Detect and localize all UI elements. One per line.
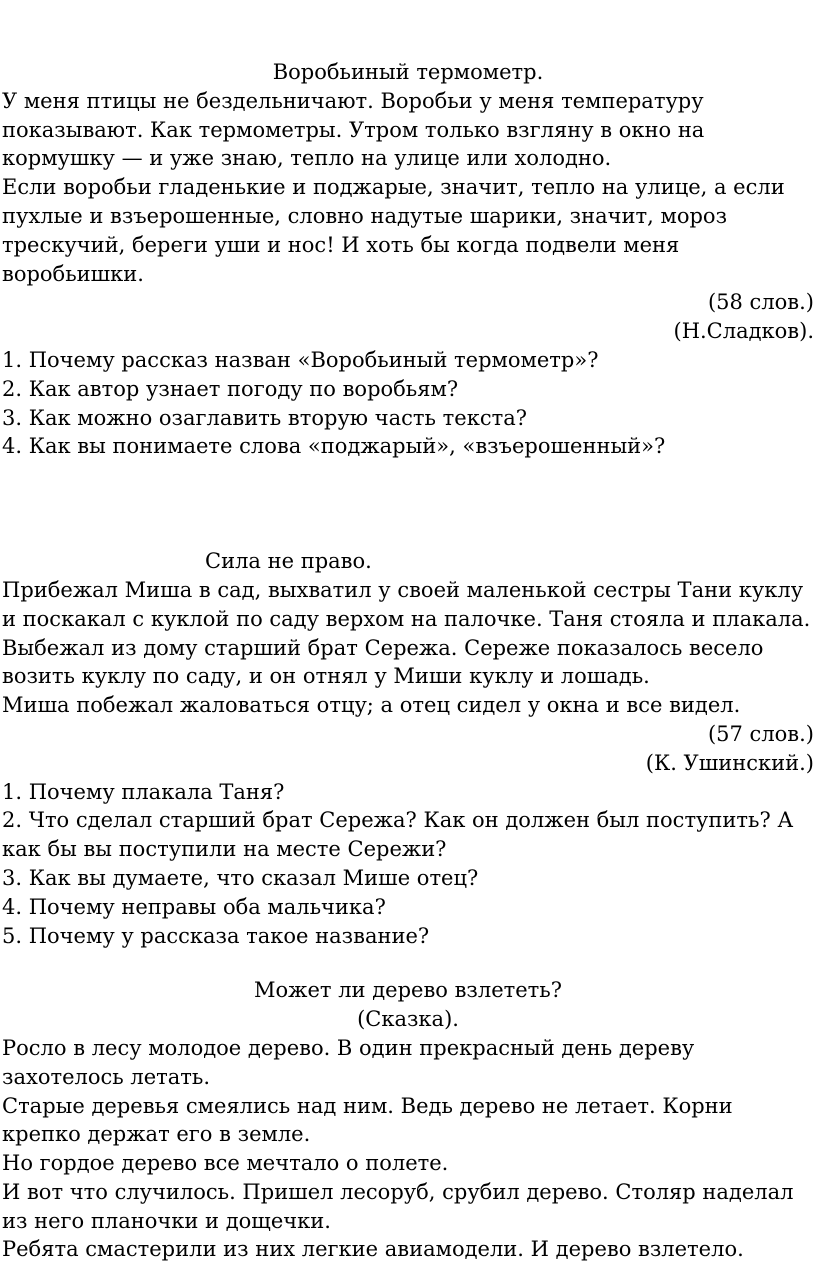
story-paragraph: Ребята смастерили из них легкие авиамодели. И дерево взлетело. — [2, 1237, 744, 1262]
question: 1. Почему рассказ назван «Воробьиный термометр»? — [2, 347, 599, 372]
question: 2. Что сделал старший брат Сережа? Как он должен был поступить? А как бы вы поступили на месте Сережи? — [2, 808, 794, 862]
story-title: Воробьиный термометр. — [272, 60, 544, 84]
story-paragraph: Если воробьи гладенькие и поджарые, значит, тепло на улице, а если пухлые и взъерошенные, словно надутые шарики, значит, мороз трескучий, береги уши и нос! И хоть бы когда подвели меня воробьишки. — [2, 175, 785, 286]
document-page — [2, 58, 814, 1264]
question: 4. Как вы понимаете слова «поджарый», «взъерошенный»? — [2, 434, 666, 459]
story-subtitle: (Сказка). — [357, 1007, 459, 1032]
story-title: Сила не право. — [205, 549, 372, 574]
author: (Н.Сладков). — [673, 319, 814, 344]
story-can-tree-fly — [2, 976, 814, 1264]
question: 3. Как можно озаглавить вторую часть текста? — [2, 405, 527, 430]
spacer — [2, 461, 814, 547]
word-count: (57 слов.) — [707, 721, 814, 746]
spacer — [2, 950, 814, 976]
story-paragraph: У меня птицы не бездельничают. Воробьи у меня температуру показывают. Как термометры. Утром только взгляну в окно на кормушку — и уже знаю, тепло на улице или холодно. — [2, 88, 705, 171]
question-list — [2, 778, 814, 951]
story-paragraph: И вот что случилось. Пришел лесоруб, срубил дерево. Столяр наделал из него планочки и дощечки. — [2, 1179, 794, 1233]
question-list — [2, 346, 814, 461]
story-sparrow-thermometer — [2, 58, 814, 461]
story-paragraph: Прибежал Миша в сад, выхватил у своей маленькой сестры Тани куклу и поскакал с куклой по саду верхом на палочке. Таня стояла и плакала. — [2, 577, 811, 631]
question: 1. Почему плакала Таня? — [2, 779, 285, 804]
story-paragraph: Выбежал из дому старший брат Сережа. Сереже показалось весело возить куклу по саду, и он отнял у Миши куклу и лошадь. — [2, 635, 764, 689]
question: 2. Как автор узнает погоду по воробьям? — [2, 376, 459, 401]
question: 3. Как вы думаете, что сказал Мише отец? — [2, 865, 479, 890]
story-paragraph: Старые деревья смеялись над ним. Ведь дерево не летает. Корни крепко держат его в земле. — [2, 1093, 733, 1147]
question: 4. Почему неправы оба мальчика? — [2, 894, 386, 919]
story-paragraph: Но гордое дерево все мечтало о полете. — [2, 1151, 449, 1176]
story-paragraph: Миша побежал жаловаться отцу; а отец сидел у окна и все видел. — [2, 693, 741, 718]
word-count: (58 слов.) — [707, 290, 814, 315]
story-might-not-right — [2, 547, 814, 950]
author: (К. Ушинский.) — [645, 750, 814, 775]
story-paragraph: Росло в лесу молодое дерево. В один прекрасный день дереву захотелось летать. — [2, 1035, 695, 1089]
question: 5. Почему у рассказа такое название? — [2, 923, 430, 948]
story-title: Может ли дерево взлететь? — [254, 978, 562, 1003]
